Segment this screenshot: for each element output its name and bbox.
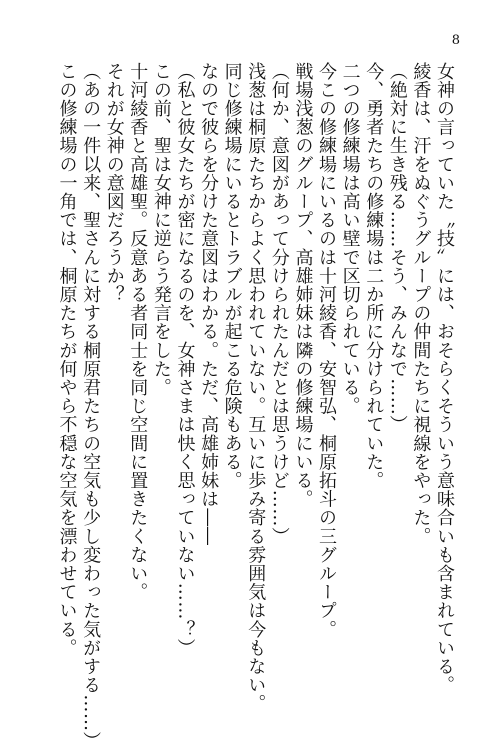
- text-line: 十河綾香と高雄聖。反意ある者同士を同じ空間に置きたくない。: [127, 62, 149, 602]
- text-line: 戦場浅葱のグループ、高雄姉妹は隣の修練場にいる。: [292, 62, 314, 509]
- text-line: この修練場の一角では、桐原たちが何やら不穏な空気を漂わせている。: [56, 62, 78, 658]
- text-line: 浅葱は桐原たちからよく思われていない。互いに歩み寄る雰囲気は今もない。: [245, 62, 267, 713]
- text-line: （あの一件以来、聖さんに対する桐原君たちの空気も少し変わった気がする……）: [80, 62, 102, 750]
- text-line: この前、聖は女神に逆らう発言をした。: [150, 62, 172, 397]
- text-line: なので彼らを分けた意図はわかる。ただ、高雄姉妹は――: [198, 62, 220, 546]
- text-line: （私と彼女たちが密になるのを、女神さまは快く思っていない……？）: [174, 62, 196, 658]
- text-line: 同じ修練場にいるとトラブルが起こる危険もある。: [221, 62, 243, 490]
- page-number: 8: [451, 33, 460, 48]
- text-line: 二つの修練場は高い壁で区切られている。: [339, 62, 361, 416]
- text-line: （何か、意図があって分けられたんだとは思うけど……）: [268, 62, 290, 546]
- text-line: （絶対に生き残る……そう、みんなで……）: [386, 62, 408, 434]
- text-line: それが女神の意図だろうか？: [103, 62, 125, 304]
- text-line: 今この修練場にいるのは十河綾香、安智弘、桐原拓斗の三グループ。: [316, 62, 338, 639]
- text-line: 今、勇者たちの修練場は二か所に分けられていた。: [363, 62, 385, 490]
- text-line: 綾香は、汗をぬぐうグループの仲間たちに視線をやった。: [410, 62, 432, 546]
- body-text: [55, 62, 456, 750]
- text-line: 女神の言っていた〝技〟には、おそらくそういう意味合いも含まれている。: [434, 62, 455, 695]
